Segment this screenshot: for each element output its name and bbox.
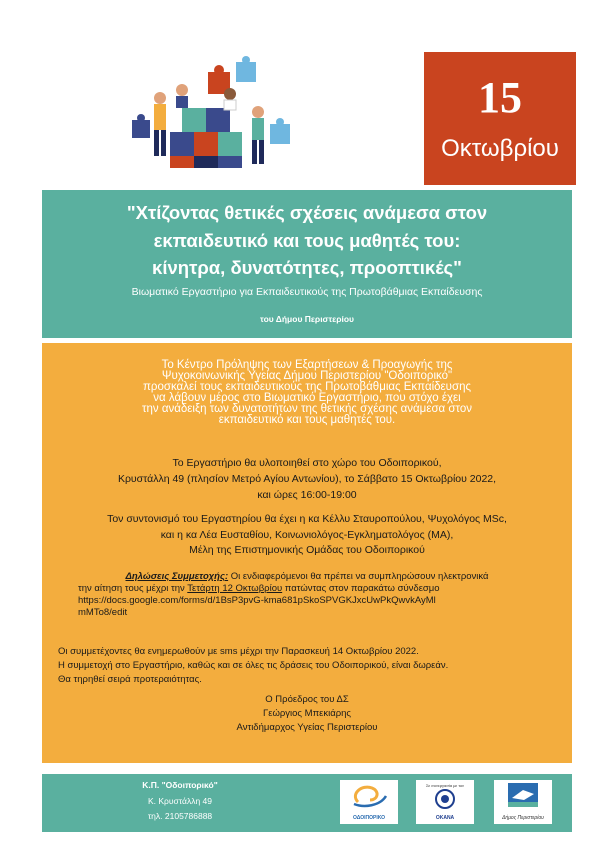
signature-title: Ο Πρόεδρος του ΔΣ [265,694,349,705]
okana-emblem-icon [416,788,474,810]
footer-phone: τηλ. 2105786888 [147,811,213,821]
intro-line-4: να λάβουν μέρος στο Βιωματικό Εργαστήριο, που στόχο έχει [153,392,461,404]
registration-link-line-2[interactable]: mMTo8/edit [78,607,128,618]
intro-line-2: Ψυχοκοινωνικής Υγείας Δήμου Περιστερίου "Οδοιπορικό" [161,370,453,382]
info-box [42,343,572,763]
title-line-3: κίνητρα, δυνατότητες, προοπτικές" [152,257,462,278]
footer [42,774,572,832]
declaration-text-2b: πατώντας στον παρακάτω σύνδεσμο [282,583,440,594]
note-line-2: Η συμμετοχή στο Εργαστήριο, καθώς και σε όλες τις δράσεις του Οδοιπορικού, είναι δωρεάν. [58,660,449,671]
date-day: 15 [478,73,522,122]
declaration-text-2a: την αίτηση τους μέχρι την [78,583,188,594]
date-box [424,52,576,185]
registration-link-line-1[interactable]: https://docs.google.com/forms/d/1BsP3pvG-kma681pSkoSPVGKJxcUwPkQwvkAyMl [78,595,436,606]
puzzle-illustration [112,54,312,174]
peristeri-logo [494,780,552,824]
intro-line-6: εκπαιδευτικό και τους μαθητές του. [218,414,396,426]
logo2-text: ΟΚΑΝΑ [435,815,455,821]
logo3-text: Δήμος Περιστερίου [502,815,544,821]
signature-name: Γεώργιος Μπεκιάρης [263,708,351,719]
intro-line-1: Το Κέντρο Πρόληψης των Εξαρτήσεων & Προαγωγής της [161,359,453,371]
declaration-label: Δηλώσεις Συμμετοχής: [125,571,229,582]
title-line-1: "Χτίζοντας θετικές σχέσεις ανάμεσα στον [126,202,488,223]
subtitle: Βιωματικό Εργαστήριο για Εκπαιδευτικούς της Πρωτοβάθμιας Εκπαίδευσης [131,286,483,298]
venue-line-3: και ώρες 16:00-19:00 [257,489,357,501]
swirl-icon [340,780,398,810]
footer-org: Κ.Π. "Οδοιπορικό" [142,780,218,790]
odoiporiko-logo [340,780,398,824]
intro-line-5: την ανάδειξη των δυνατοτήτων της θετικής σχέσης ανάμεσα στον [141,403,473,415]
declaration-text-1: Οι ενδιαφερόμενοι θα πρέπει να συμπληρώσουν ηλεκτρονικά [228,571,489,582]
venue-line-1: Το Εργαστήριο θα υλοποιηθεί στο χώρο του Οδοιπορικού, [172,457,442,469]
coordinator-line-1: Τον συντονισμό του Εργαστηρίου θα έχει η κα Κέλλυ Σταυροπούλου, Ψυχολόγος MSc, [107,513,507,525]
coordinator-line-3: Μέλη της Επιστημονικής Ομάδας του Οδοιπορικού [189,544,425,556]
title-banner [42,190,572,338]
declaration-line-1 [42,571,572,583]
municipality-label: του Δήμου Περιστερίου [260,314,354,324]
deadline-date: Τετάρτη 12 Οκτωβρίου [187,583,283,594]
note-line-3: Θα τηρηθεί σειρά προτεραιότητας. [58,674,202,685]
venue-line-2: Κρυστάλλη 49 (πλησίον Μετρό Αγίου Αντωνίου), το Σάββατο 15 Οκτωβρίου 2022, [117,473,497,485]
date-month: Οκτωβρίου [441,135,559,162]
okana-logo [416,780,474,824]
dove-icon [494,780,552,810]
footer-address: Κ. Κρυστάλλη 49 [148,796,212,806]
logo2-top-text: Σε συνεργασία με τον [425,783,465,788]
title-line-2: εκπαιδευτικό και τους μαθητές του: [153,230,461,251]
intro-line-3: προσκαλεί τους εκπαιδευτικούς της Πρωτοβάθμιας Εκπαίδευσης [142,381,472,393]
coordinator-line-2: και η κα Λέα Ευσταθίου, Κοινωνιολόγος-Εγκληματολόγος (MA), [160,529,454,541]
logo1-text: ΟΔΟΙΠΟΡΙΚΟ [353,815,385,821]
declaration-line-2 [78,583,583,595]
signature-role: Αντιδήμαρχος Υγείας Περιστερίου [236,722,378,733]
note-line-1: Οι συμμετέχοντες θα ενημερωθούν με sms μέχρι την Παρασκευή 14 Οκτωβρίου 2022. [58,646,419,657]
